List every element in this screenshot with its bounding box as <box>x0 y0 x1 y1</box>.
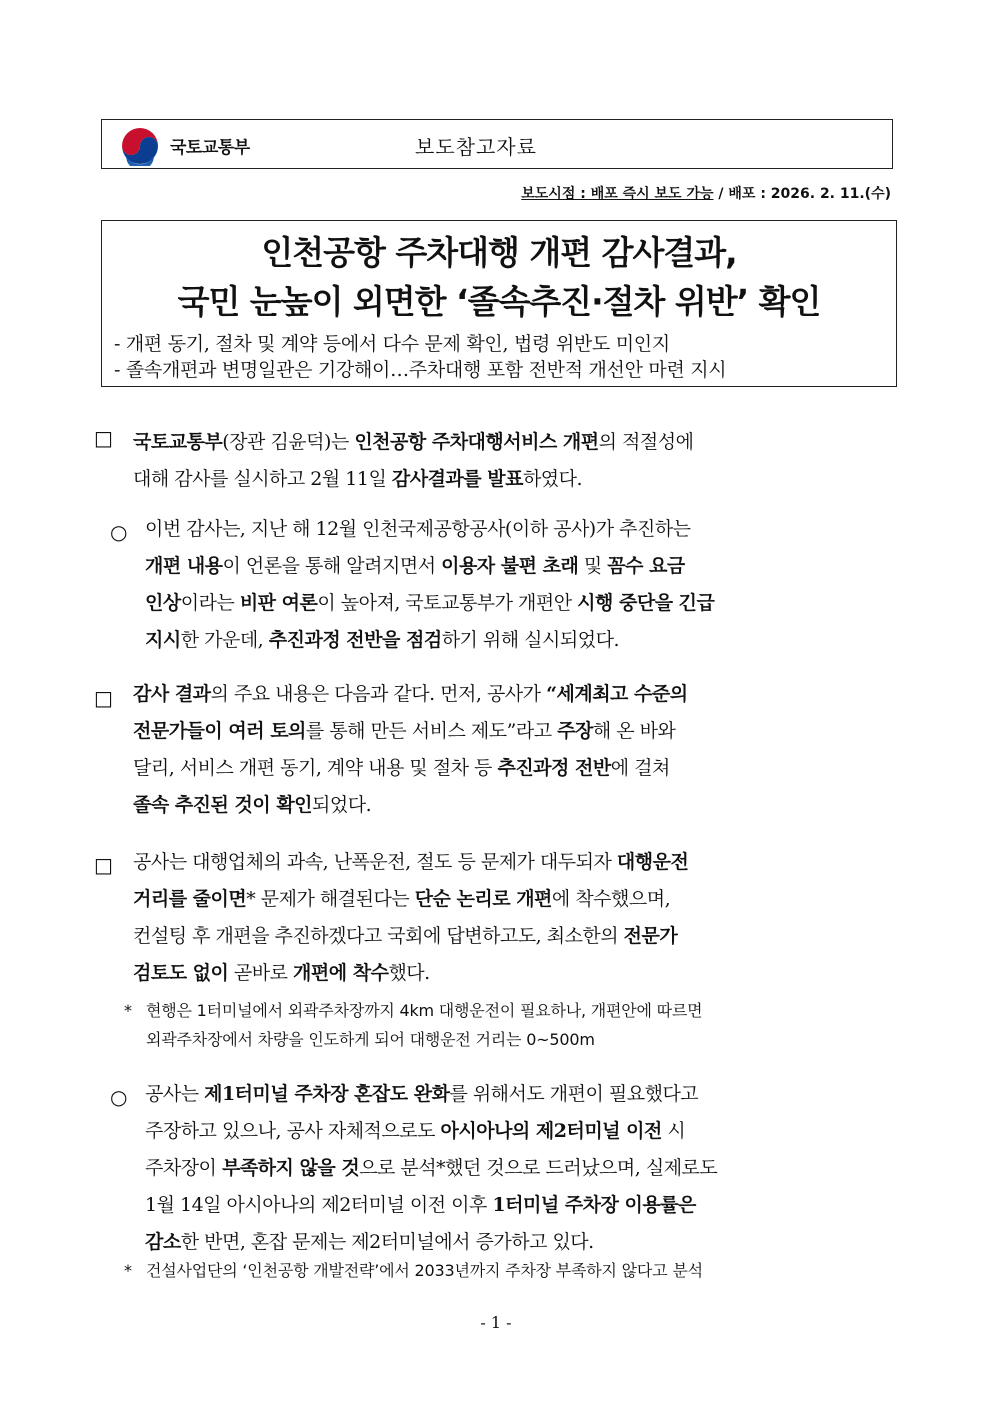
text-line: 개편 내용이 언론을 통해 알려지면서 이용자 불편 초래 및 꼼수 요금 <box>145 555 685 577</box>
headline-line-1: 인천공항 주차대행 개편 감사결과, <box>261 233 737 272</box>
note-line: 외곽주차장에서 차량을 인도하게 되어 대행운전 거리는 0~500m <box>146 1030 595 1049</box>
headline-line-2: 국민 눈높이 외면한 ‘졸속추진·절차 위반’ 확인 <box>177 282 821 321</box>
government-taegeuk-logo-icon <box>120 126 160 166</box>
text-line: 인상이라는 비판 여론이 높아져, 국토교통부가 개편안 시행 중단을 긴급 <box>145 592 715 614</box>
text-line: 공사는 대행업체의 과속, 난폭운전, 절도 등 문제가 대두되자 대행운전 <box>133 851 689 873</box>
paragraph-1 <box>133 424 693 498</box>
footnote-1 <box>146 996 702 1054</box>
text-line: 졸속 추진된 것이 확인되었다. <box>133 794 372 816</box>
title-box <box>101 220 897 387</box>
footnote-marker-icon: * <box>124 1261 132 1280</box>
document-type: 보도참고자료 <box>415 135 537 159</box>
paragraph-3 <box>133 844 688 992</box>
text-line: 감사 결과의 주요 내용은 다음과 같다. 먼저, 공사가 “세계최고 수준의 <box>133 683 688 705</box>
footnote-2: 건설사업단의 ‘인천공항 개발전략’에서 2033년까지 주차장 부족하지 않다고 분석 <box>146 1261 703 1280</box>
ministry-name: 국토교통부 <box>170 138 250 158</box>
text-line: 컨설팅 후 개편을 추진하겠다고 국회에 답변하고도, 최소한의 전문가 <box>133 925 678 947</box>
subheading-1: - 개편 동기, 절차 및 계약 등에서 다수 문제 확인, 법령 위반도 미인지 <box>114 333 670 355</box>
text-line: 공사는 제1터미널 주차장 혼잡도 완화를 위해서도 개편이 필요했다고 <box>145 1083 699 1105</box>
text-line: 감소한 반면, 혼잡 문제는 제2터미널에서 증가하고 있다. <box>145 1231 594 1253</box>
release-embargo: 보도시점 : 배포 즉시 보도 가능 <box>521 186 714 202</box>
header-box <box>101 119 893 169</box>
checkbox-bullet-icon: □ <box>94 853 113 877</box>
release-timing <box>521 183 891 203</box>
release-separator: / <box>713 186 729 202</box>
circle-bullet-icon: ○ <box>110 520 128 544</box>
checkbox-bullet-icon: □ <box>94 686 113 710</box>
text-line: 1월 14일 아시아나의 제2터미널 이전 이후 1터미널 주차장 이용률은 <box>145 1194 696 1216</box>
text-line: 달리, 서비스 개편 동기, 계약 내용 및 절차 등 추진과정 전반에 걸쳐 <box>133 757 670 779</box>
paragraph-1a <box>145 511 714 659</box>
text-line: 이번 감사는, 지난 해 12월 인천국제공항공사(이하 공사)가 추진하는 <box>145 518 691 540</box>
paragraph-2 <box>133 676 688 824</box>
text-line: 대해 감사를 실시하고 2월 11일 감사결과를 발표하였다. <box>133 468 583 490</box>
text-line: 주차장이 부족하지 않을 것으로 분석*했던 것으로 드러났으며, 실제로도 <box>145 1157 718 1179</box>
circle-bullet-icon: ○ <box>110 1085 128 1109</box>
checkbox-bullet-icon: □ <box>94 426 113 450</box>
text-line: 전문가들이 여러 토의를 통해 만든 서비스 제도”라고 주장해 온 바와 <box>133 720 676 742</box>
paragraph-3a <box>145 1076 717 1261</box>
text-line: 검토도 없이 곧바로 개편에 착수했다. <box>133 962 430 984</box>
page-number: - 1 - <box>480 1313 512 1332</box>
text-line: 주장하고 있으나, 공사 자체적으로도 아시아나의 제2터미널 이전 시 <box>145 1120 686 1142</box>
text-line: 거리를 줄이면* 문제가 해결된다는 단순 논리로 개편에 착수했으며, <box>133 888 671 910</box>
text-line: 지시한 가운데, 추진과정 전반을 점검하기 위해 실시되었다. <box>145 629 619 651</box>
note-line: 현행은 1터미널에서 외곽주차장까지 4km 대행운전이 필요하나, 개편안에 따르면 <box>146 1001 703 1020</box>
release-date: 배포 : 2026. 2. 11.(수) <box>728 186 891 202</box>
footnote-marker-icon: * <box>124 1001 132 1020</box>
text-line: 국토교통부(장관 김윤덕)는 인천공항 주차대행서비스 개편의 적절성에 <box>133 431 694 453</box>
subheading-2: - 졸속개편과 변명일관은 기강해이…주차대행 포함 전반적 개선안 마련 지시 <box>114 359 727 381</box>
